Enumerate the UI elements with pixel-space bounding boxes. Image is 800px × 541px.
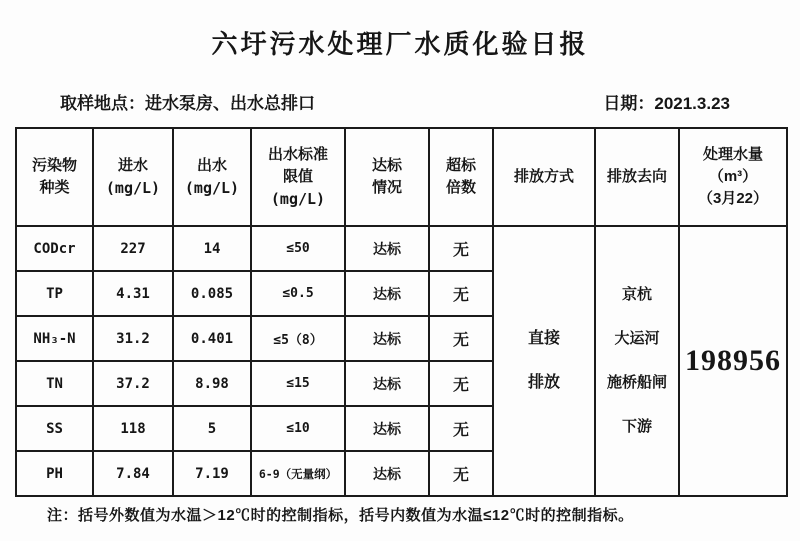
header-line: (mg/L): [270, 190, 326, 208]
header-line: （m³）: [708, 168, 758, 185]
table-header-row: [16, 128, 787, 226]
discharge-destination-line: 下游: [621, 418, 652, 435]
water-quality-table: [15, 127, 788, 497]
header-line: 进水: [117, 157, 148, 174]
header-line: 种类: [39, 179, 70, 196]
status-value: 达标: [345, 451, 429, 496]
header-inflow: [93, 128, 173, 226]
treated-volume-cell: [679, 226, 787, 496]
pollutant-name: NH₃-N: [16, 316, 93, 361]
discharge-destination-line: 大运河: [614, 330, 660, 347]
footnote: 注：括号外数值为水温＞12℃时的控制指标，括号内数值为水温≤12℃时的控制指标。: [47, 507, 634, 524]
date-label: 日期：2021.3.23: [603, 94, 730, 113]
pollutant-name: TP: [16, 271, 93, 316]
header-line: (mg/L): [105, 179, 161, 197]
discharge-method-line: 直接: [527, 330, 560, 347]
header-exceed-multiple: [429, 128, 493, 226]
exceed-value: 无: [429, 226, 493, 271]
inflow-value: 31.2: [93, 316, 173, 361]
outflow-value: 0.085: [173, 271, 251, 316]
exceed-value: 无: [429, 406, 493, 451]
exceed-value: 无: [429, 451, 493, 496]
limit-value: ≤50: [251, 226, 345, 271]
limit-value: ≤5（8）: [251, 316, 345, 361]
limit-value: ≤15: [251, 361, 345, 406]
outflow-value: 0.401: [173, 316, 251, 361]
inflow-value: 118: [93, 406, 173, 451]
header-line: 达标: [371, 157, 402, 174]
pollutant-name: TN: [16, 361, 93, 406]
discharge-method-cell: [493, 226, 595, 496]
page-title: 六圩污水处理厂水质化验日报: [211, 29, 589, 59]
header-line: 处理水量: [702, 146, 763, 163]
outflow-value: 14: [173, 226, 251, 271]
exceed-value: 无: [429, 271, 493, 316]
exceed-value: 无: [429, 361, 493, 406]
meta-row: [60, 89, 730, 114]
limit-value: ≤10: [251, 406, 345, 451]
status-value: 达标: [345, 271, 429, 316]
inflow-value: 4.31: [93, 271, 173, 316]
limit-value: ≤0.5: [251, 271, 345, 316]
table-row: [16, 226, 787, 271]
header-pollutant-type: [16, 128, 93, 226]
outflow-value: 7.19: [173, 451, 251, 496]
header-outflow-limit: [251, 128, 345, 226]
status-value: 达标: [345, 406, 429, 451]
header-line: 污染物: [31, 157, 77, 174]
header-discharge-destination: [595, 128, 679, 226]
discharge-destination-line: 京杭: [621, 286, 652, 303]
header-discharge-method: [493, 128, 595, 226]
header-line: （3月22）: [697, 190, 769, 207]
pollutant-name: PH: [16, 451, 93, 496]
header-compliance-status: [345, 128, 429, 226]
header-line: 排放去向: [606, 168, 667, 185]
header-line: 情况: [371, 179, 402, 196]
outflow-value: 8.98: [173, 361, 251, 406]
discharge-method-line: 排放: [527, 374, 560, 391]
header-line: 限值: [282, 168, 313, 185]
treated-volume-value: 198956: [685, 344, 781, 377]
header-line: (mg/L): [184, 179, 240, 197]
pollutant-name: CODcr: [16, 226, 93, 271]
outflow-value: 5: [173, 406, 251, 451]
header-treated-volume: [679, 128, 787, 226]
status-value: 达标: [345, 361, 429, 406]
discharge-destination-line: 施桥船闸: [606, 374, 667, 391]
pollutant-name: SS: [16, 406, 93, 451]
header-line: 倍数: [445, 179, 476, 196]
header-outflow: [173, 128, 251, 226]
status-value: 达标: [345, 226, 429, 271]
header-line: 出水标准: [267, 146, 328, 163]
discharge-destination-cell: [595, 226, 679, 496]
inflow-value: 227: [93, 226, 173, 271]
inflow-value: 7.84: [93, 451, 173, 496]
inflow-value: 37.2: [93, 361, 173, 406]
status-value: 达标: [345, 316, 429, 361]
exceed-value: 无: [429, 316, 493, 361]
header-line: 排放方式: [513, 168, 574, 185]
header-line: 出水: [196, 157, 227, 174]
header-line: 超标: [445, 157, 476, 174]
limit-value: 6-9（无量纲）: [251, 451, 345, 496]
sampling-point-label: 取样地点：进水泵房、出水总排口: [60, 94, 315, 113]
